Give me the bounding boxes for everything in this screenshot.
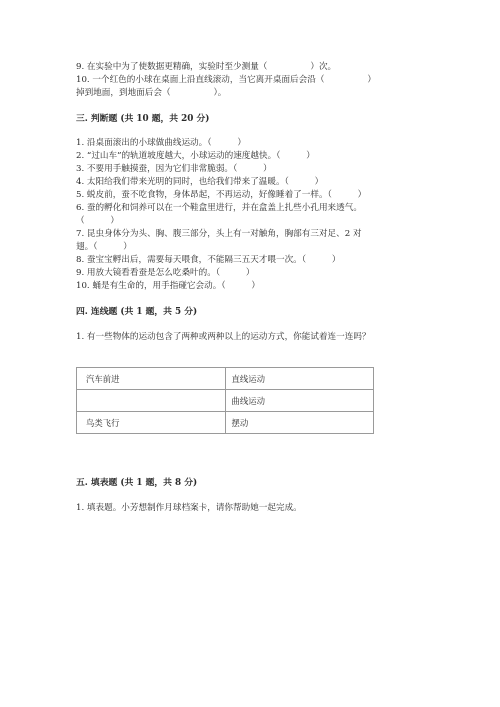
judge-item-9: 9. 用放大镜看看蚕是怎么吃桑叶的。（ ） — [76, 268, 255, 278]
judge-item-7: 7. 昆虫身体分为头、胸、腹三部分，头上有一对触角，胸部有三对足、2 对 — [76, 229, 362, 239]
judge-item-4: 4. 太阳给我们带来光明的同时，也给我们带来了温暖。（ ） — [76, 177, 324, 187]
judge-item-2: 2. “过山车”的轨道坡度越大，小球运动的速度越快。（ ） — [76, 151, 315, 161]
question-10-line-2: 掉到地面，到地面后会（ ）。 — [76, 88, 227, 98]
judge-item-8: 8. 蚕宝宝孵出后，需要每天喂食，不能隔三五天才喂一次。（ ） — [76, 255, 341, 265]
table-cell: 直线运动 — [225, 368, 374, 390]
table-cell: 汽车前进 — [77, 368, 226, 390]
table-cell: 鸟类飞行 — [77, 412, 226, 434]
section-3-heading: 三. 判断题 (共 10 题，共 20 分) — [76, 114, 210, 124]
judge-item-7-cont: 翅。（ ） — [76, 242, 132, 252]
judge-item-1: 1. 沿桌面滚出的小球做曲线运动。（ ） — [76, 138, 246, 148]
judge-item-5: 5. 蜕皮前，蚕不吃食物，身体昂起，不再运动，好像睡着了一样。（ ） — [76, 190, 367, 200]
section-4-heading: 四. 连线题 (共 1 题，共 5 分) — [76, 307, 198, 317]
judge-item-3: 3. 不要用手触摸蚕，因为它们非常脆弱。（ ） — [76, 164, 272, 174]
question-9: 9. 在实验中为了使数据更精确，实验时至少测量（ ）次。 — [76, 62, 337, 72]
judge-item-6-blank: （ ） — [76, 216, 119, 226]
judge-item-10: 10. 蛹是有生命的，用手指碰它会动。（ ） — [76, 281, 260, 291]
table-cell: 摆动 — [225, 412, 374, 434]
table-cell — [77, 390, 226, 412]
section-5-heading: 五. 填表题 (共 1 题，共 8 分) — [76, 478, 198, 488]
fill-table-question: 1. 填表题。小芳想制作月球档案卡，请你帮助她一起完成。 — [76, 503, 302, 513]
judge-item-6: 6. 蚕的孵化和饲养可以在一个鞋盒里进行，并在盒盖上扎些小孔用来透气。 — [76, 203, 362, 213]
table-row — [77, 412, 374, 434]
table-row — [77, 368, 374, 390]
matching-table — [76, 367, 374, 434]
table-row — [77, 390, 374, 412]
matching-question: 1. 有一些物体的运动包含了两种或两种以上的运动方式，你能试着连一连吗？ — [76, 332, 371, 342]
question-10-line-1: 10. 一个红色的小球在桌面上沿直线滚动，当它离开桌面后会沿（ ） — [76, 75, 376, 85]
table-cell: 曲线运动 — [225, 390, 374, 412]
